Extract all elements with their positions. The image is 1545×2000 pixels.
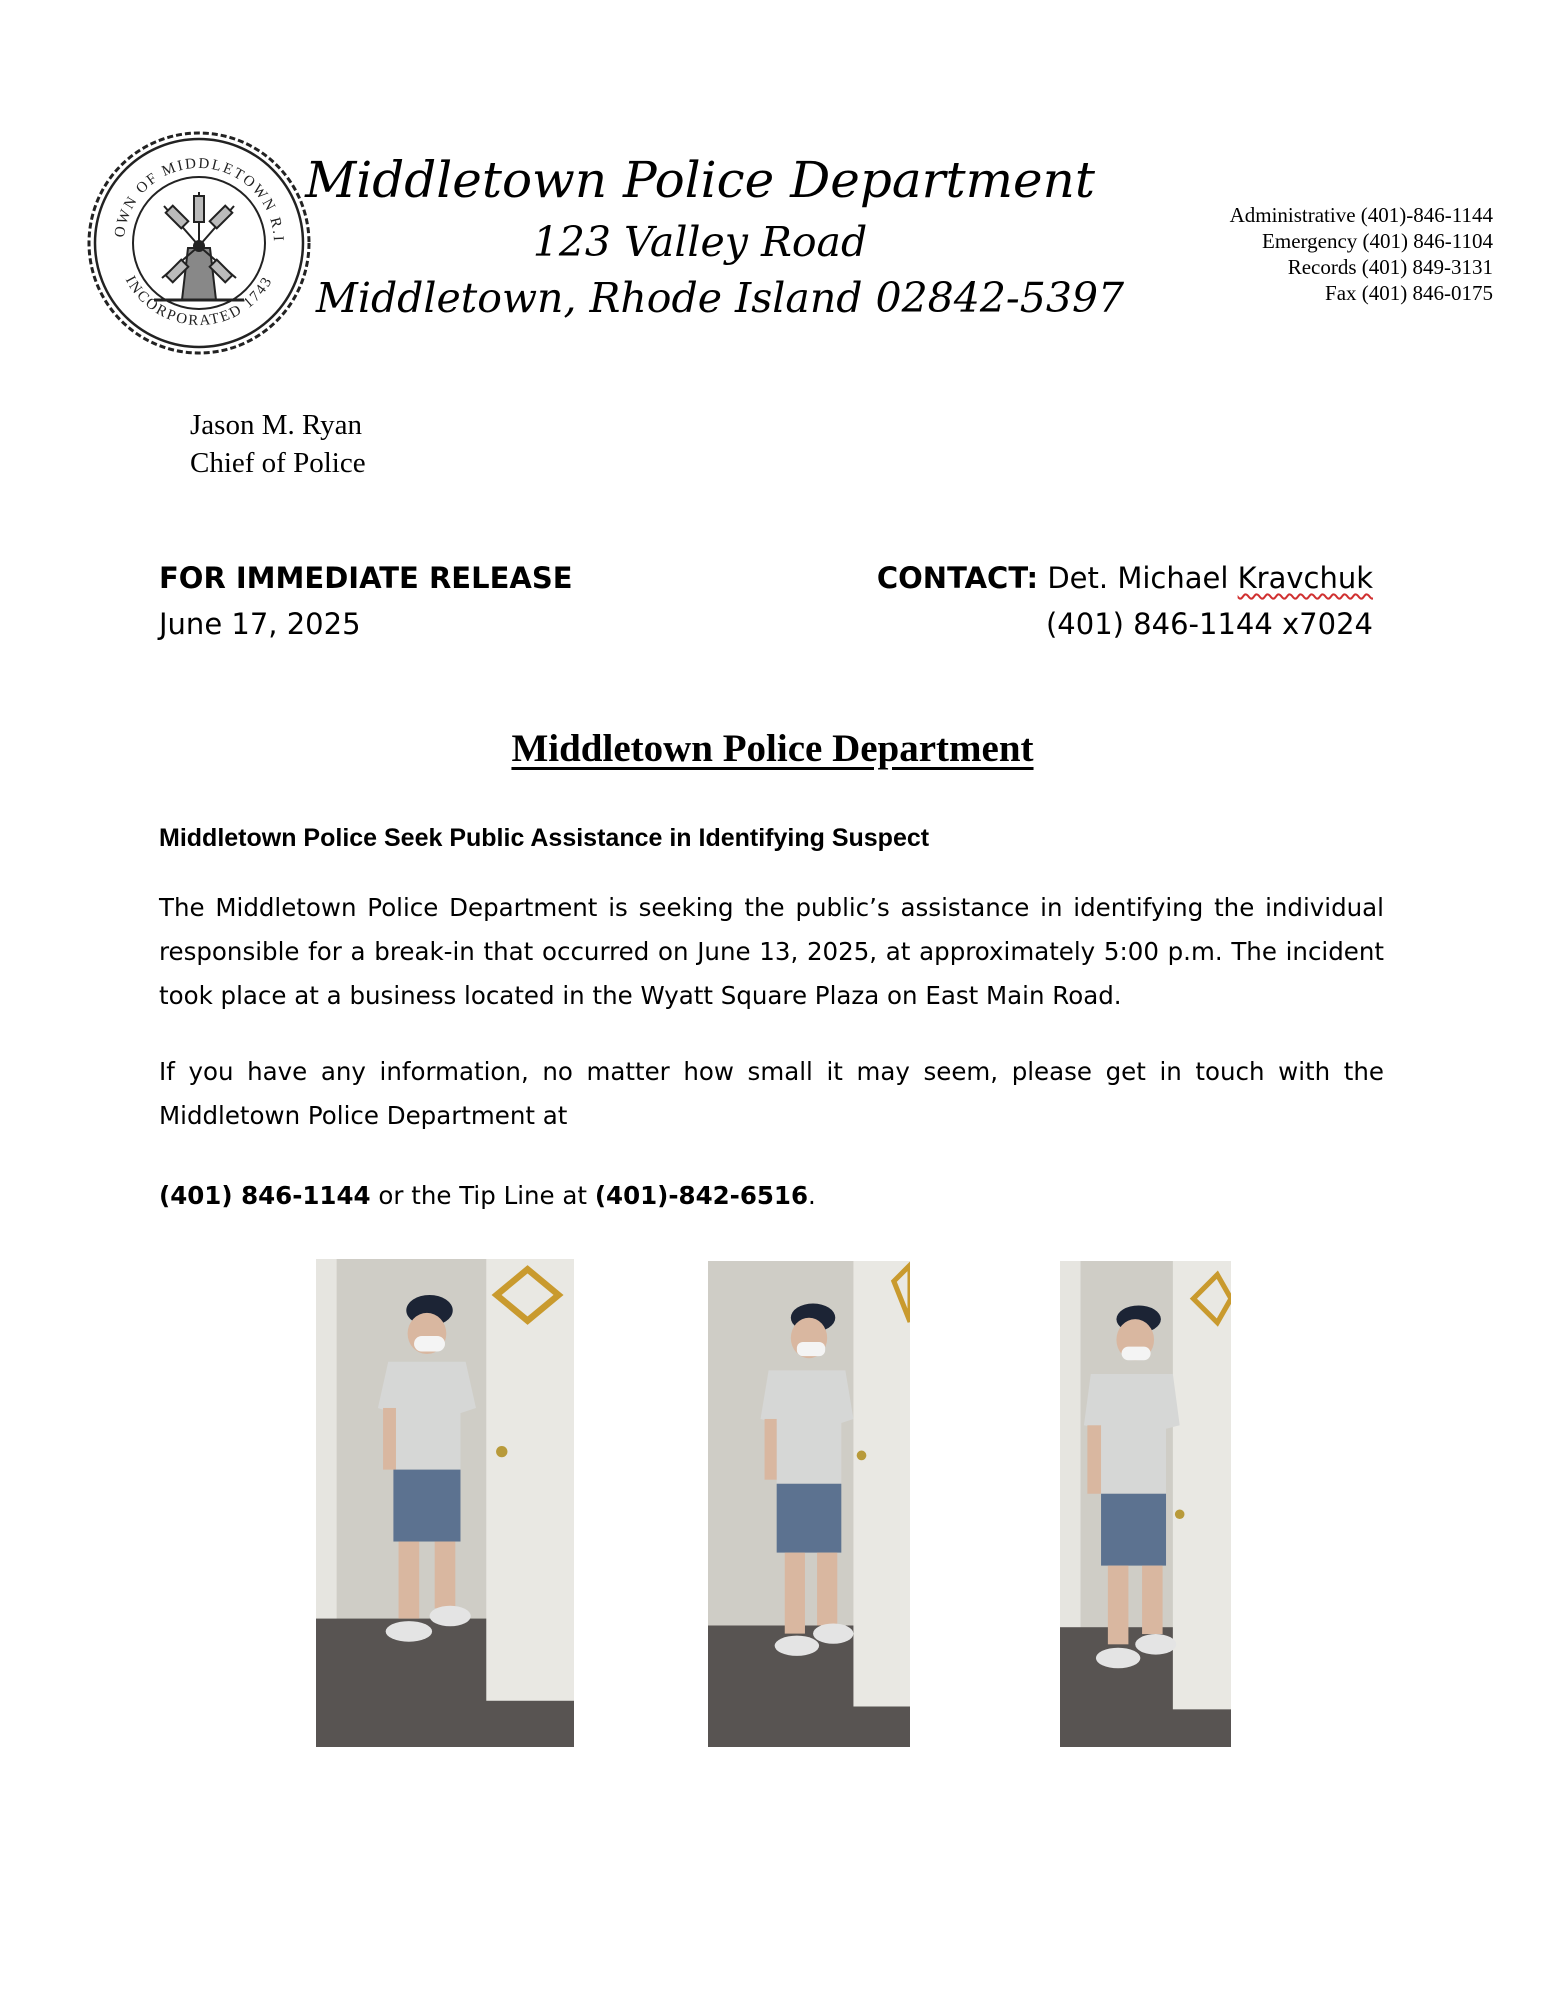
- release-label: FOR IMMEDIATE RELEASE: [159, 561, 573, 595]
- phone-records: Records (401) 849-3131: [1287, 255, 1493, 279]
- chief-title: Chief of Police: [190, 447, 366, 479]
- suspect-photo-1: [316, 1259, 574, 1747]
- chief-name: Jason M. Ryan: [190, 409, 363, 441]
- paragraph-request: If you have any information, no matter how small it may seem, please get in touch with the Middletown Police Department at: [159, 1057, 1384, 1130]
- letterhead-department-name: Middletown Police Department: [305, 151, 1095, 209]
- svg-text:TOWN OF MIDDLETOWN R.I.: OWN OF MIDDLETOWN R.I: [112, 155, 287, 244]
- press-headline: Middletown Police Seek Public Assistance in Identifying Suspect: [159, 824, 930, 852]
- town-seal: [84, 128, 314, 358]
- document-title: Middletown Police Department: [511, 727, 1034, 770]
- contact-phone: (401) 846-1144 x7024: [1045, 607, 1373, 641]
- letterhead-address-line2: Middletown, Rhode Island 02842-5397: [315, 274, 1125, 322]
- suspect-photo-3: [1060, 1261, 1231, 1747]
- release-block: [159, 555, 573, 647]
- main-phone-number: (401) 846-1144: [159, 1181, 371, 1210]
- release-date: June 17, 2025: [159, 607, 361, 641]
- contact-name-prefix: Det. Michael: [1038, 561, 1238, 595]
- tip-line-number: (401)-842-6516: [594, 1181, 809, 1210]
- letterhead-address-line1: 123 Valley Road: [532, 218, 868, 266]
- chief-block: [190, 406, 366, 482]
- suspect-photo-2: [708, 1261, 910, 1747]
- phone-fax: Fax (401) 846-0175: [1325, 281, 1493, 305]
- phone-emergency: Emergency (401) 846-1104: [1262, 229, 1493, 253]
- tip-line-text: or the Tip Line at: [370, 1181, 595, 1210]
- contact-line: [877, 555, 1373, 601]
- phone-administrative: Administrative (401)-846-1144: [1229, 203, 1493, 227]
- contact-label: CONTACT:: [876, 561, 1039, 595]
- contact-surname: Kravchuk: [1237, 561, 1373, 595]
- paragraph-incident: The Middletown Police Department is seeking the public’s assistance in identifying the individual responsible for a break-in that occurred on June 13, 2025, at approximately 5:00 p.m. The incident took place at a business located in the Wyatt Square Plaza on East Main Road.: [159, 893, 1384, 1010]
- paragraph-phone-numbers: [159, 1174, 1384, 1218]
- tip-line-end: .: [808, 1181, 816, 1210]
- contact-block: [877, 555, 1373, 647]
- svg-text:INCORPORATED 1743: INCORPORATED 1743: [121, 273, 277, 330]
- letterhead-phone-list: [1230, 202, 1493, 306]
